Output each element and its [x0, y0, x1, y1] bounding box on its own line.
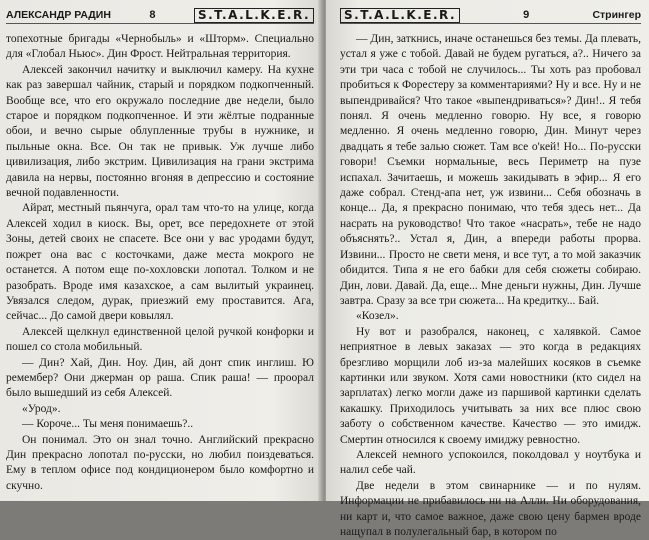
paragraph: — Короче... Ты меня понимаешь?..: [22, 418, 194, 431]
stalker-logo: S.T.A.L.K.E.R.: [194, 8, 314, 23]
page-header: [6, 7, 314, 24]
chapter-title: Стрингер: [592, 9, 641, 21]
paragraph: «Козел».: [356, 310, 399, 323]
paragraph: «Урод».: [22, 402, 61, 415]
page-number: 8: [149, 9, 156, 21]
page-header: [340, 7, 641, 24]
paragraph: — Дин? Хай, Дин. Ноу. Дин, ай донт спик инглиш. Ю ремембер? Они джерман ор раша. Спик раша! — проорал было вышедший из себя Алексей.: [6, 356, 314, 400]
paragraph: топехотные бригады «Чернобыль» и «Шторм». Специально для «Глобал Ньюс». Дин Фрост. Нейтральная территория.: [6, 33, 314, 61]
body-text: [6, 32, 314, 494]
paragraph: Айрат, местный пьянчуга, орал там что-то на улице, когда Алексей ходил в киоск. Вы, орет, все передохнете от этой Зоны, детей своих не спасете. Все они у вас уродами будут, пожрет она вас с косточками, даже места мокрого не останется. А потом еще по-хохловски лопотал. Толком и не разобрать. Вроде имя казахское, а сам вылитый украинец. Увязался следом, дурак, приезжий ему проставится. Ага, сейчас... До самой двери ковылял.: [6, 202, 314, 323]
author-name: АЛЕКСАНДР РАДИН: [6, 9, 111, 21]
body-text: [340, 32, 641, 540]
left-page: [0, 0, 322, 501]
paragraph: Алексей немного успокоился, поколдовал у ноутбука и налил себе чай.: [340, 448, 641, 477]
paragraph: Алексей закончил начитку и выключил камеру. На кухне как раз завершал чайник, старый и порядком подкопченный. Вообще все, что его окружало последние две недели, было старое и порядком подкопченное. И эти жёлтые подранные обои, и вечно сырые облупленные трубы в нужнике, и пыльные окна. Все. Он так не привык. Уж лучше либо цивилизация, либо экстрим. Цивилизация на грани экстрима давила на нервы, постоянно вгоняя в депрессию и состояние вечной подавленности.: [6, 63, 314, 200]
paragraph: Ну вот и разобрался, наконец, с халявкой. Самое неприятное в левых заказах — это когда в редакциях брезгливо морщили лоб из-за малейших косяков в съемке картинки или звуком. Хотя сами новостники (кто сидел на зарплатах) легко могли даже из паршивой картинки сделать какашку. Приходилось учитывать за них все плюс свою заботу о собственном качестве. Качество — это имидж. Смертин относился к своему имиджу ревностно.: [340, 325, 641, 446]
stalker-logo: S.T.A.L.K.E.R.: [340, 8, 460, 23]
paragraph: Алексей щелкнул единственной целой ручкой конфорки и пошел со стола мобильный.: [6, 325, 314, 354]
right-page: [326, 0, 649, 538]
paragraph: — Дин, заткнись, иначе останешься без темы. Да плевать, устал я уже с тобой. Давай не будем ругаться, а?.. Ничего за эти три часа с тобой не случилось... Ты хоть раз пробовал пробиться к Форестеру за комментариями? Ну и все. Ну и не выпендривайся? Что такое «выпендриваться»? Дин!.. Я тебя понял. Я очень медленно говорю. Ну все, я говорю медленно. Я очень медленно говорю, Дин. Минут через двадцать я тебе залью сюжет. Там все о'кей! Но... По-русски говори! Съемки нормальные, весь Периметр на пузе испахал. Зачитаешь, и можешь закидывать в эфир... Я его даже собрал. Стенд-апа нет, уж извини... Себя обозначь в конце... Да, я прекрасно понимаю, что тебя здесь нет... Да насрать на руководство! Что такое «насрать», тебе не надо объяснять?.. Устал я, Дин, а впереди работы прорва. Извини... Просто не свети меня, и все тут, а то мой заказчик обидится. Типа я не его бабки для себя сюжеты собираю. Дин, лови. Давай. Да, еще... Мне деньги нужны, Дин. Лучше завтра. Сразу за все три сюжета... На кредитку... Бай.: [340, 33, 641, 307]
paragraph: Он понимал. Это он знал точно. Английский прекрасно Дин прекрасно лопотал по-русски, но любил поиздеваться. Ему в теплом офисе под кондиционером было комфортно и скучно.: [6, 433, 314, 492]
page-number: 9: [523, 9, 530, 21]
paragraph: Две недели в этом свинарнике — и по нулям. Информации не прибавилось ни на Алли. Ни оборудования, ни карт и, что самое важное, даже свою цену бармен вроде нащупал в полулегальный бар, в котором по: [340, 479, 641, 538]
